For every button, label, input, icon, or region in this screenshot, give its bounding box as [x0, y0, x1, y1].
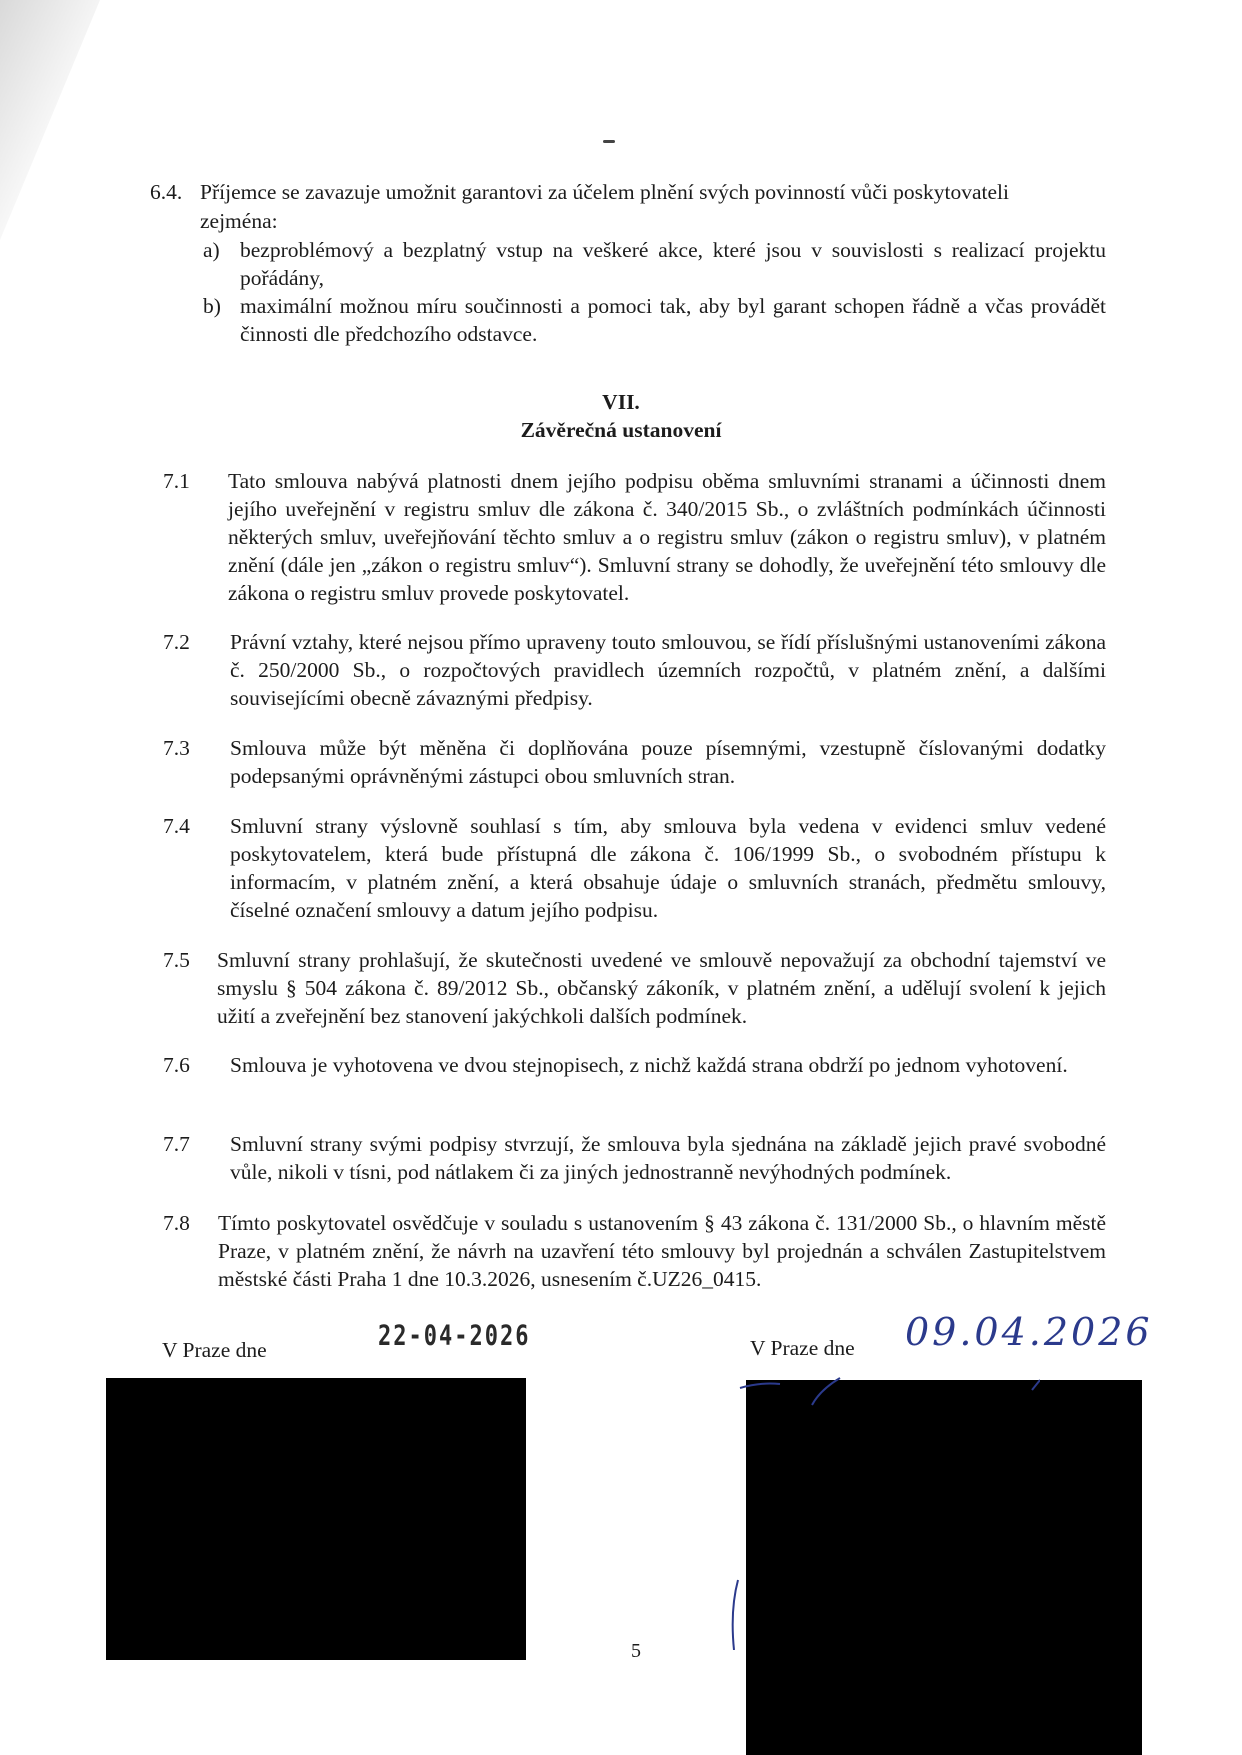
signature-place-left: V Praze dne — [162, 1338, 267, 1362]
scan-speck — [603, 140, 615, 143]
clause-number: 7.5 — [163, 948, 190, 972]
clause-text: Smluvní strany svými podpisy stvrzují, že smlouva byla sjednána na základě jejich pravé svobodné vůle, nikoli v tísni, pod nátlakem či za jiných jednostranně nevýhodných podmínek. — [230, 1132, 1106, 1184]
clause-number: 7.6 — [163, 1053, 190, 1077]
clause-text: Smluvní strany výslovně souhlasí s tím, aby smlouva byla vedena v evidenci smluv vedené poskytovatelem, která bude přístupná dle zákona č. 106/1999 Sb., o svobodném přístupu k informacím, v platném znění, a která obsahuje údaje o smluvních stranách, předmětu smlouvy, číselné označení smlouvy a datum jejího podpisu. — [230, 814, 1106, 922]
clause-number: 7.3 — [163, 736, 190, 760]
clause-number-6-4: 6.4. — [150, 180, 183, 204]
clause-number: 7.4 — [163, 814, 190, 838]
clause-number: 7.1 — [163, 469, 190, 493]
section-title: Závěrečná ustanovení — [520, 418, 722, 442]
clause-text: Tato smlouva nabývá platnosti dnem jejího podpisu oběma smluvními stranami a účinnosti dnem jejího uveřejnění v registru smluv dle zákona č. 340/2015 Sb., o zvláštních podmínkách účinnosti některých smluv, uveřejňování těchto smluv a o registru smluv (zákon o registru smluv), v platném znění (dále jen „zákon o registru smluv“). Smluvní strany se dohodly, že uveřejnění této smlouvy dle zákona o registru smluv provede poskytovatel. — [228, 469, 1106, 605]
scan-page-fold-shadow — [0, 0, 110, 260]
clause-number: 7.2 — [163, 630, 190, 654]
clause-6-4-line2: zejména: — [200, 209, 278, 233]
clause-6-4-b-label: b) — [203, 294, 221, 318]
clause-6-4-line1: Příjemce se zavazuje umožnit garantovi za účelem plnění svých povinností vůči poskytovateli — [200, 180, 1010, 204]
date-stamp-left: 22-04-2026 — [378, 1320, 531, 1353]
clause-number: 7.8 — [163, 1211, 190, 1235]
clause-text: Smlouva může být měněna či doplňována pouze písemnými, vzestupně číslovanými dodatky podepsanými oprávněnými zástupci obou smluvních stran. — [230, 736, 1106, 788]
clause-text: Právní vztahy, které nejsou přímo upraveny touto smlouvou, se řídí příslušnými ustanoveními zákona č. 250/2000 Sb., o rozpočtových pravidlech územních rozpočtů, v platném znění, a dalšími souvisejícími obecně závaznými předpisy. — [230, 630, 1106, 710]
clause-6-4-a-text: bezproblémový a bezplatný vstup na veškeré akce, které jsou v souvislosti s realizací projektu pořádány, — [240, 238, 1106, 290]
page-number: 5 — [631, 1640, 641, 1662]
clause-6-4-a-label: a) — [203, 238, 220, 262]
clause-text: Smlouva je vyhotovena ve dvou stejnopisech, z nichž každá strana obdrží po jednom vyhotovení. — [230, 1053, 1068, 1077]
clause-number: 7.7 — [163, 1132, 190, 1156]
redacted-signature-left — [106, 1378, 526, 1660]
clause-6-4-b-text: maximální možnou míru součinnosti a pomoci tak, aby byl garant schopen řádně a včas provádět činnosti dle předchozího odstavce. — [240, 294, 1106, 346]
clause-text: Smluvní strany prohlašují, že skutečnosti uvedené ve smlouvě nepovažují za obchodní tajemství ve smyslu § 504 zákona č. 89/2012 Sb., občanský zákoník, v platném znění, a udělují svolení k jejich užití a zveřejnění bez stanovení jakýchkoli dalších podmínek. — [217, 948, 1106, 1028]
signature-place-right: V Praze dne — [750, 1336, 855, 1360]
signature-pen-strokes — [700, 1360, 1040, 1650]
clause-text: Tímto poskytovatel osvědčuje v souladu s ustanovením § 43 zákona č. 131/2000 Sb., o hlavním městě Praze, v platném znění, že návrh na uzavření této smlouvy byl projednán a schválen Zastupitelstvem městské části Praha 1 dne 10.3.2026, usnesením č.UZ26_0415. — [218, 1211, 1106, 1291]
section-roman-numeral: VII. — [602, 390, 640, 414]
handwritten-date-right: 09.04.2026 — [905, 1310, 1153, 1354]
